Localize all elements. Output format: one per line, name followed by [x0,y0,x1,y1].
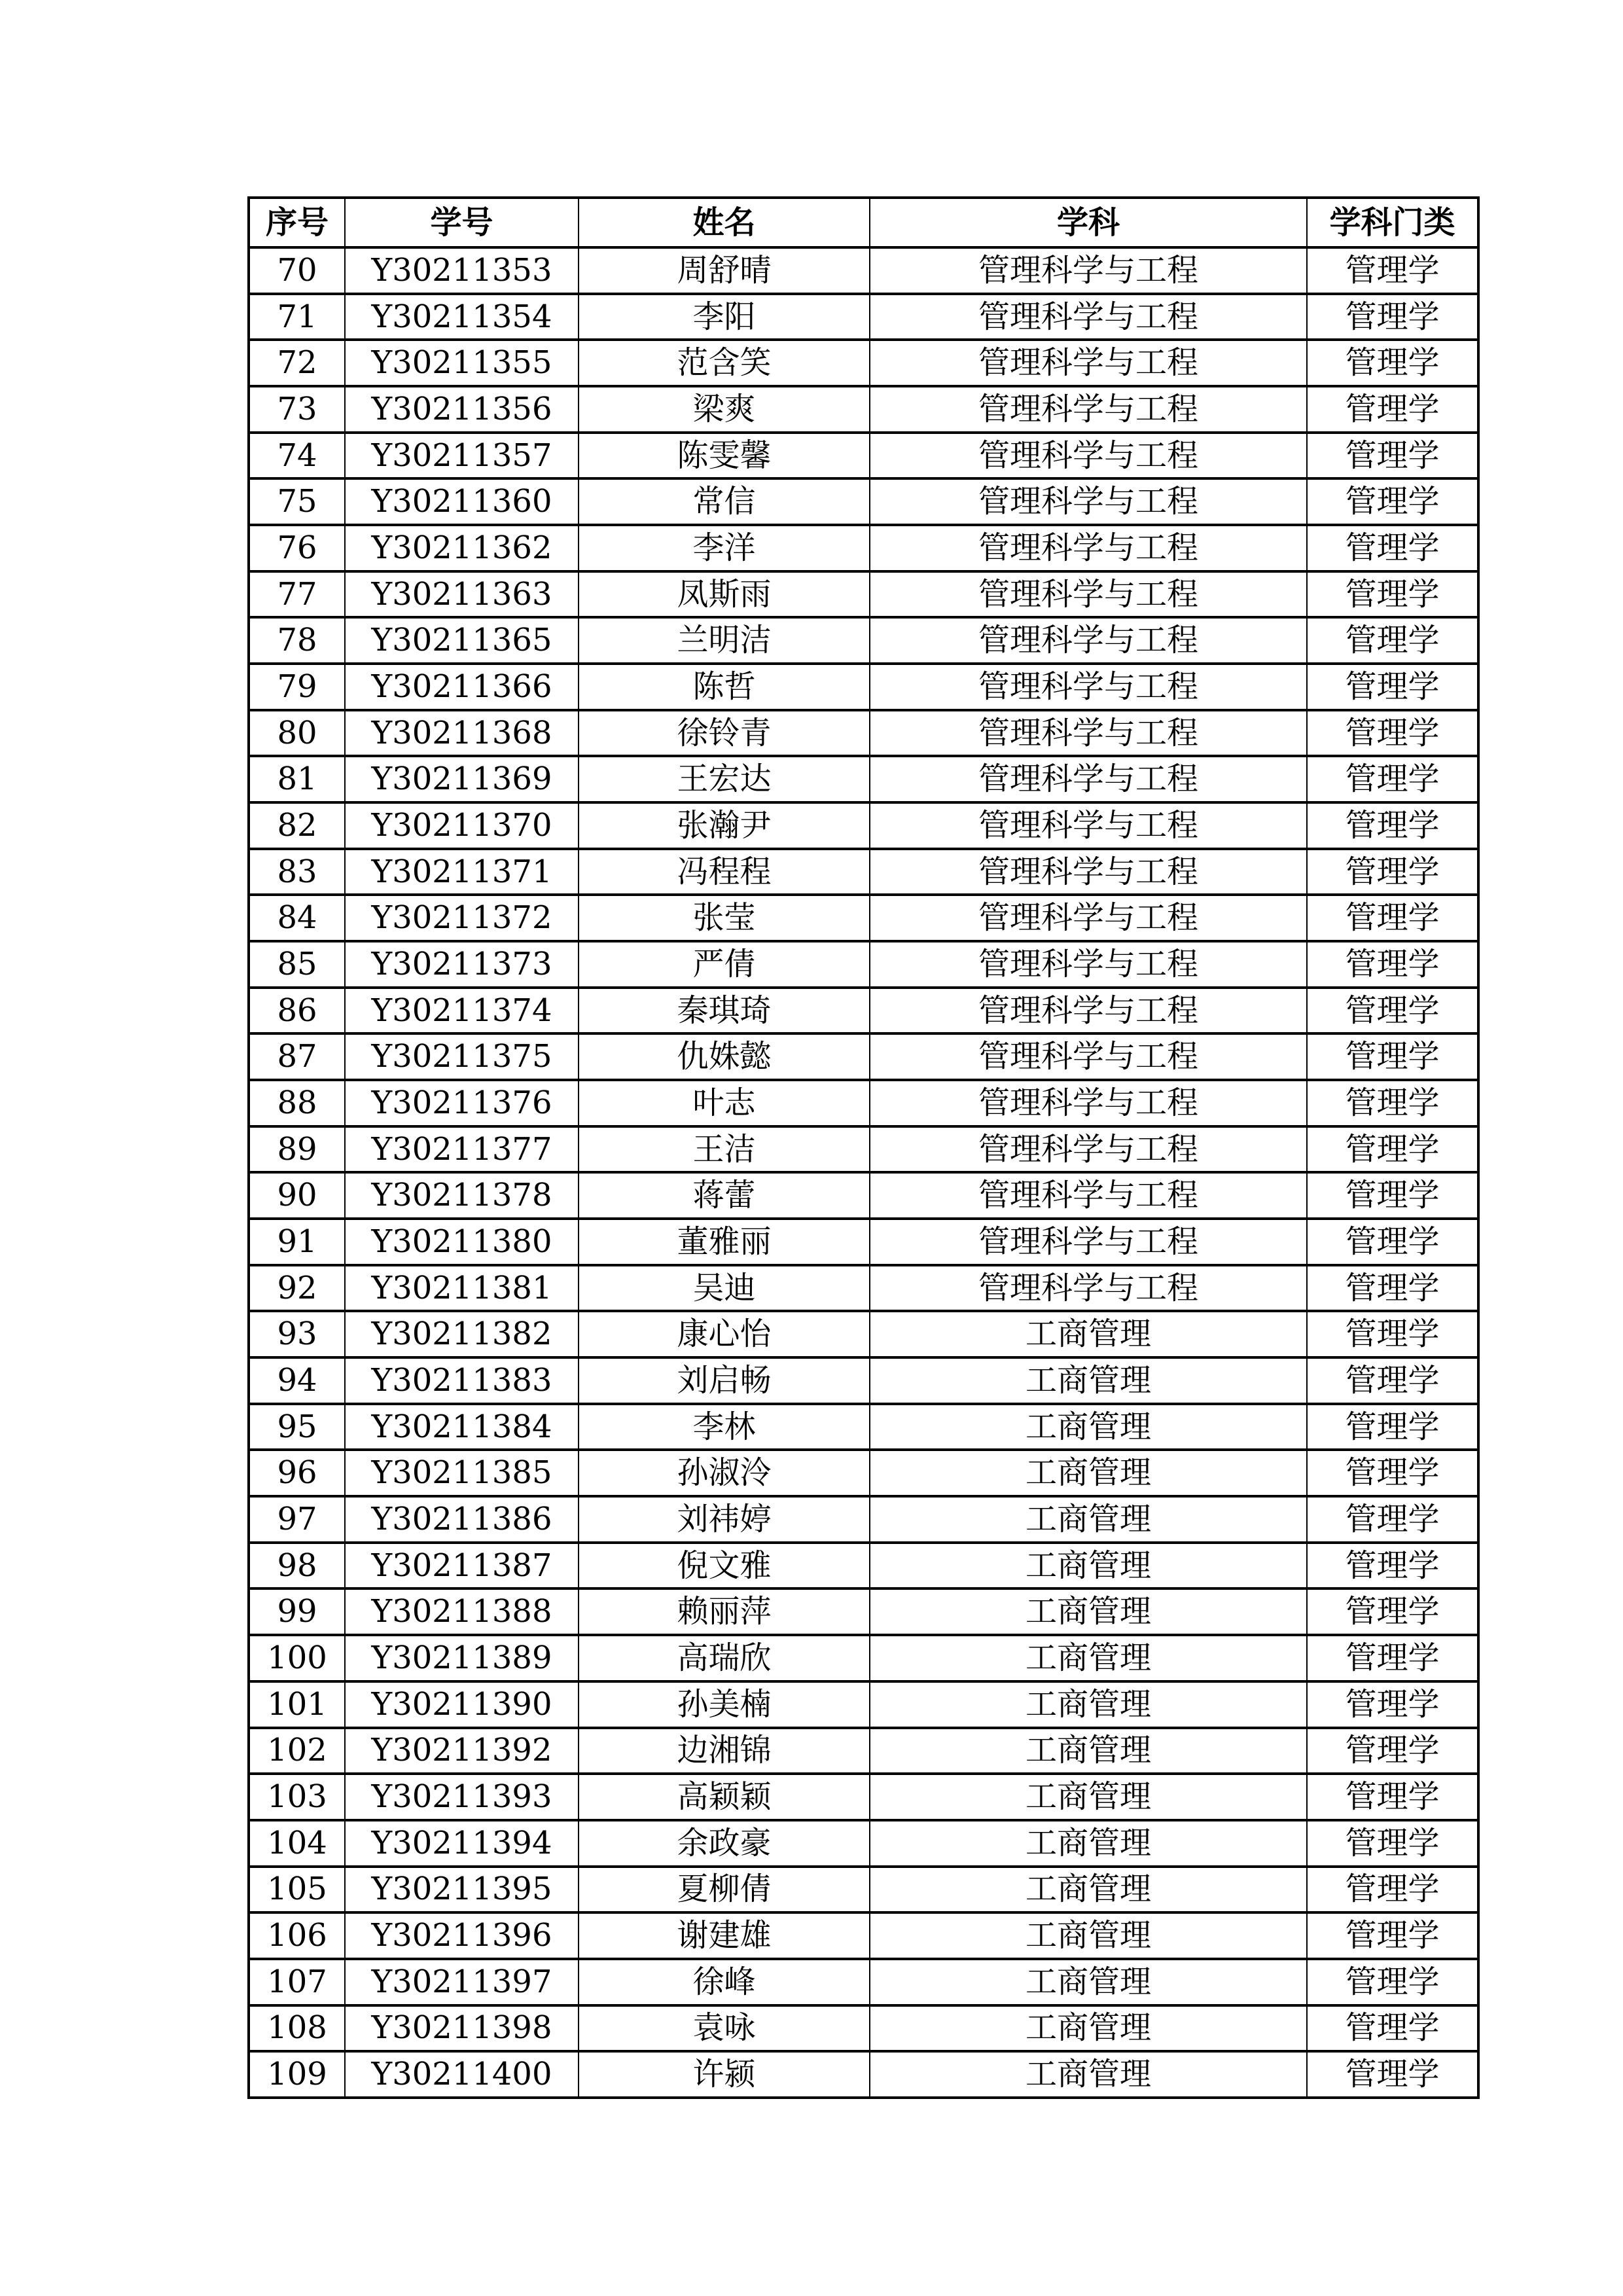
cell-index: 106 [249,1912,345,1959]
cell-discipline: 工商管理 [870,1681,1307,1728]
cell-name: 蒋蕾 [579,1172,870,1219]
table-row [249,1033,1478,1080]
cell-category: 管理学 [1307,849,1478,895]
cell-discipline: 管理科学与工程 [870,571,1307,618]
cell-discipline: 工商管理 [870,1588,1307,1635]
cell-discipline: 管理科学与工程 [870,1080,1307,1126]
column-header-discipline: 学科 [870,198,1307,247]
cell-name: 王宏达 [579,756,870,802]
table-row [249,571,1478,618]
table-row [249,664,1478,710]
table-body [249,247,1478,2098]
cell-discipline: 工商管理 [870,1311,1307,1357]
table-row [249,756,1478,802]
cell-student-id: Y30211393 [345,1774,579,1820]
table-row [249,1265,1478,1312]
cell-student-id: Y30211398 [345,2005,579,2052]
cell-name: 吴迪 [579,1265,870,1312]
cell-discipline: 工商管理 [870,2051,1307,2098]
cell-discipline: 工商管理 [870,1774,1307,1820]
cell-name: 边湘锦 [579,1728,870,1774]
table-row [249,1357,1478,1404]
cell-student-id: Y30211372 [345,895,579,941]
cell-name: 赖丽萍 [579,1588,870,1635]
cell-student-id: Y30211387 [345,1543,579,1589]
cell-index: 78 [249,617,345,664]
table-row [249,710,1478,757]
cell-discipline: 管理科学与工程 [870,849,1307,895]
cell-category: 管理学 [1307,1450,1478,1496]
cell-name: 仇姝懿 [579,1033,870,1080]
cell-index: 109 [249,2051,345,2098]
cell-index: 91 [249,1219,345,1265]
table-row [249,1681,1478,1728]
table-row [249,1867,1478,1913]
cell-name: 王洁 [579,1126,870,1173]
cell-student-id: Y30211375 [345,1033,579,1080]
cell-student-id: Y30211356 [345,386,579,433]
table-row [249,941,1478,988]
cell-name: 周舒晴 [579,247,870,294]
cell-name: 张莹 [579,895,870,941]
cell-discipline: 工商管理 [870,1867,1307,1913]
cell-name: 高瑞欣 [579,1635,870,1681]
cell-discipline: 工商管理 [870,1543,1307,1589]
cell-category: 管理学 [1307,1496,1478,1543]
cell-student-id: Y30211380 [345,1219,579,1265]
cell-name: 凤斯雨 [579,571,870,618]
table-row [249,340,1478,386]
cell-student-id: Y30211397 [345,1959,579,2005]
cell-index: 101 [249,1681,345,1728]
cell-category: 管理学 [1307,1635,1478,1681]
cell-discipline: 管理科学与工程 [870,340,1307,386]
cell-index: 108 [249,2005,345,2052]
cell-name: 陈雯馨 [579,433,870,479]
table-row [249,1820,1478,1867]
table-row [249,895,1478,941]
table-row [249,1959,1478,2005]
cell-category: 管理学 [1307,386,1478,433]
cell-student-id: Y30211400 [345,2051,579,2098]
cell-index: 105 [249,1867,345,1913]
cell-student-id: Y30211383 [345,1357,579,1404]
cell-name: 常信 [579,478,870,525]
cell-student-id: Y30211374 [345,988,579,1034]
cell-discipline: 管理科学与工程 [870,895,1307,941]
cell-index: 98 [249,1543,345,1589]
cell-index: 74 [249,433,345,479]
cell-discipline: 管理科学与工程 [870,1219,1307,1265]
cell-category: 管理学 [1307,247,1478,294]
cell-name: 冯程程 [579,849,870,895]
cell-student-id: Y30211378 [345,1172,579,1219]
cell-category: 管理学 [1307,941,1478,988]
cell-name: 夏柳倩 [579,1867,870,1913]
cell-category: 管理学 [1307,1543,1478,1589]
cell-category: 管理学 [1307,1126,1478,1173]
cell-name: 李洋 [579,525,870,571]
table-row [249,386,1478,433]
cell-discipline: 管理科学与工程 [870,478,1307,525]
table-row [249,2051,1478,2098]
column-header-category: 学科门类 [1307,198,1478,247]
cell-category: 管理学 [1307,1219,1478,1265]
table-row [249,1219,1478,1265]
cell-index: 83 [249,849,345,895]
cell-category: 管理学 [1307,571,1478,618]
cell-name: 李阳 [579,294,870,340]
cell-name: 谢建雄 [579,1912,870,1959]
table-row [249,1404,1478,1450]
cell-index: 85 [249,941,345,988]
cell-index: 89 [249,1126,345,1173]
cell-discipline: 管理科学与工程 [870,433,1307,479]
cell-name: 张瀚尹 [579,802,870,849]
cell-discipline: 管理科学与工程 [870,1265,1307,1312]
cell-index: 79 [249,664,345,710]
cell-name: 余政豪 [579,1820,870,1867]
cell-category: 管理学 [1307,1959,1478,2005]
cell-index: 92 [249,1265,345,1312]
table-row [249,1080,1478,1126]
cell-category: 管理学 [1307,1080,1478,1126]
cell-name: 康心怡 [579,1311,870,1357]
table-row [249,1635,1478,1681]
cell-index: 103 [249,1774,345,1820]
cell-student-id: Y30211363 [345,571,579,618]
cell-index: 76 [249,525,345,571]
cell-discipline: 管理科学与工程 [870,988,1307,1034]
cell-category: 管理学 [1307,1728,1478,1774]
cell-student-id: Y30211396 [345,1912,579,1959]
table-row [249,988,1478,1034]
cell-student-id: Y30211362 [345,525,579,571]
cell-student-id: Y30211388 [345,1588,579,1635]
cell-index: 100 [249,1635,345,1681]
cell-name: 倪文雅 [579,1543,870,1589]
cell-name: 徐峰 [579,1959,870,2005]
table-row [249,525,1478,571]
cell-discipline: 工商管理 [870,1450,1307,1496]
table-row [249,1172,1478,1219]
table-row [249,849,1478,895]
cell-category: 管理学 [1307,1311,1478,1357]
cell-discipline: 管理科学与工程 [870,386,1307,433]
table-row [249,1450,1478,1496]
table-row [249,294,1478,340]
cell-category: 管理学 [1307,710,1478,757]
cell-name: 袁咏 [579,2005,870,2052]
cell-index: 94 [249,1357,345,1404]
cell-category: 管理学 [1307,1820,1478,1867]
cell-discipline: 管理科学与工程 [870,247,1307,294]
cell-index: 102 [249,1728,345,1774]
cell-category: 管理学 [1307,1404,1478,1450]
cell-index: 73 [249,386,345,433]
cell-discipline: 工商管理 [870,1635,1307,1681]
cell-name: 梁爽 [579,386,870,433]
cell-index: 84 [249,895,345,941]
cell-discipline: 工商管理 [870,2005,1307,2052]
cell-student-id: Y30211368 [345,710,579,757]
cell-discipline: 工商管理 [870,1357,1307,1404]
cell-name: 陈哲 [579,664,870,710]
cell-index: 80 [249,710,345,757]
cell-discipline: 管理科学与工程 [870,802,1307,849]
cell-name: 董雅丽 [579,1219,870,1265]
cell-category: 管理学 [1307,2051,1478,2098]
cell-index: 77 [249,571,345,618]
cell-index: 104 [249,1820,345,1867]
table-row [249,247,1478,294]
cell-category: 管理学 [1307,478,1478,525]
cell-student-id: Y30211366 [345,664,579,710]
cell-index: 96 [249,1450,345,1496]
cell-index: 107 [249,1959,345,2005]
cell-name: 孙美楠 [579,1681,870,1728]
cell-index: 75 [249,478,345,525]
cell-discipline: 管理科学与工程 [870,1126,1307,1173]
cell-category: 管理学 [1307,802,1478,849]
student-roster-table [247,196,1480,2099]
cell-index: 82 [249,802,345,849]
cell-index: 93 [249,1311,345,1357]
cell-category: 管理学 [1307,1867,1478,1913]
cell-student-id: Y30211365 [345,617,579,664]
cell-discipline: 管理科学与工程 [870,525,1307,571]
cell-discipline: 工商管理 [870,1959,1307,2005]
cell-student-id: Y30211394 [345,1820,579,1867]
cell-name: 兰明洁 [579,617,870,664]
cell-category: 管理学 [1307,1265,1478,1312]
cell-student-id: Y30211385 [345,1450,579,1496]
cell-category: 管理学 [1307,895,1478,941]
cell-discipline: 管理科学与工程 [870,1033,1307,1080]
table-row [249,802,1478,849]
cell-discipline: 工商管理 [870,1728,1307,1774]
cell-index: 99 [249,1588,345,1635]
cell-student-id: Y30211370 [345,802,579,849]
table-row [249,1496,1478,1543]
cell-student-id: Y30211377 [345,1126,579,1173]
cell-index: 97 [249,1496,345,1543]
cell-name: 严倩 [579,941,870,988]
cell-category: 管理学 [1307,1681,1478,1728]
cell-index: 90 [249,1172,345,1219]
column-header-student-id: 学号 [345,198,579,247]
cell-index: 70 [249,247,345,294]
table-row [249,1543,1478,1589]
cell-student-id: Y30211360 [345,478,579,525]
cell-student-id: Y30211354 [345,294,579,340]
cell-name: 许颍 [579,2051,870,2098]
cell-discipline: 管理科学与工程 [870,941,1307,988]
cell-name: 叶志 [579,1080,870,1126]
cell-student-id: Y30211386 [345,1496,579,1543]
cell-name: 李林 [579,1404,870,1450]
cell-name: 秦琪琦 [579,988,870,1034]
cell-student-id: Y30211371 [345,849,579,895]
cell-discipline: 管理科学与工程 [870,664,1307,710]
cell-index: 87 [249,1033,345,1080]
cell-name: 徐铃青 [579,710,870,757]
cell-discipline: 管理科学与工程 [870,710,1307,757]
cell-category: 管理学 [1307,294,1478,340]
cell-category: 管理学 [1307,988,1478,1034]
cell-category: 管理学 [1307,1588,1478,1635]
cell-category: 管理学 [1307,664,1478,710]
cell-category: 管理学 [1307,1172,1478,1219]
column-header-name: 姓名 [579,198,870,247]
cell-student-id: Y30211355 [345,340,579,386]
cell-discipline: 管理科学与工程 [870,756,1307,802]
cell-student-id: Y30211389 [345,1635,579,1681]
cell-student-id: Y30211357 [345,433,579,479]
cell-category: 管理学 [1307,433,1478,479]
cell-student-id: Y30211376 [345,1080,579,1126]
cell-index: 95 [249,1404,345,1450]
cell-student-id: Y30211390 [345,1681,579,1728]
table-header [249,198,1478,247]
cell-category: 管理学 [1307,1912,1478,1959]
cell-student-id: Y30211395 [345,1867,579,1913]
table-row [249,617,1478,664]
cell-category: 管理学 [1307,1357,1478,1404]
cell-category: 管理学 [1307,617,1478,664]
table-row [249,478,1478,525]
cell-student-id: Y30211353 [345,247,579,294]
cell-student-id: Y30211369 [345,756,579,802]
table-row [249,433,1478,479]
cell-category: 管理学 [1307,340,1478,386]
table-row [249,1774,1478,1820]
table-row [249,1311,1478,1357]
cell-student-id: Y30211384 [345,1404,579,1450]
cell-index: 71 [249,294,345,340]
cell-discipline: 管理科学与工程 [870,617,1307,664]
cell-category: 管理学 [1307,2005,1478,2052]
cell-discipline: 管理科学与工程 [870,1172,1307,1219]
cell-index: 72 [249,340,345,386]
cell-name: 高颖颖 [579,1774,870,1820]
cell-student-id: Y30211392 [345,1728,579,1774]
cell-discipline: 管理科学与工程 [870,294,1307,340]
cell-discipline: 工商管理 [870,1820,1307,1867]
cell-name: 刘启畅 [579,1357,870,1404]
cell-index: 86 [249,988,345,1034]
column-header-index: 序号 [249,198,345,247]
table-row [249,1588,1478,1635]
table-row [249,2005,1478,2052]
cell-index: 81 [249,756,345,802]
cell-index: 88 [249,1080,345,1126]
cell-student-id: Y30211373 [345,941,579,988]
table-row [249,1912,1478,1959]
cell-discipline: 工商管理 [870,1496,1307,1543]
cell-category: 管理学 [1307,1033,1478,1080]
cell-discipline: 工商管理 [870,1404,1307,1450]
cell-discipline: 工商管理 [870,1912,1307,1959]
header-row [249,198,1478,247]
cell-student-id: Y30211382 [345,1311,579,1357]
cell-name: 范含笑 [579,340,870,386]
table-row [249,1126,1478,1173]
cell-name: 孙淑泠 [579,1450,870,1496]
table-row [249,1728,1478,1774]
cell-category: 管理学 [1307,756,1478,802]
cell-name: 刘祎婷 [579,1496,870,1543]
cell-category: 管理学 [1307,525,1478,571]
cell-student-id: Y30211381 [345,1265,579,1312]
cell-category: 管理学 [1307,1774,1478,1820]
